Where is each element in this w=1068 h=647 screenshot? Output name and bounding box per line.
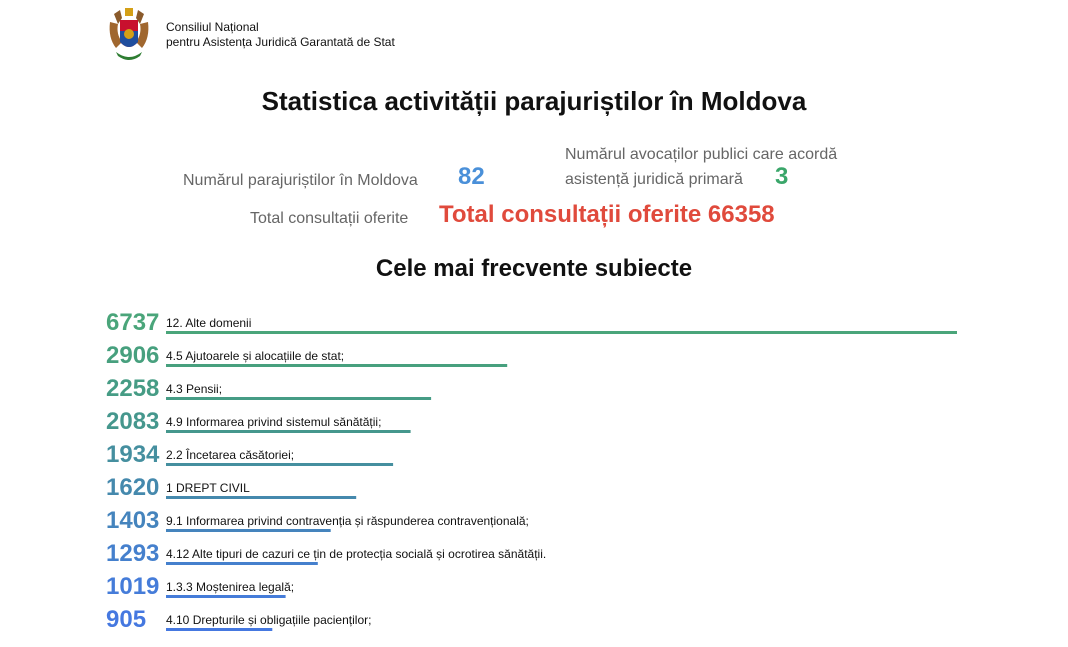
bar [166, 463, 393, 466]
bar-value: 1019 [106, 573, 160, 600]
bar-label: 1.3.3 Moștenirea legală; [166, 580, 295, 594]
org-name-line2: pentru Asistența Juridică Garantată de Stat [166, 35, 395, 49]
bar-label: 4.9 Informarea privind sistemul sănătății; [166, 415, 382, 429]
bar-value: 2258 [106, 375, 160, 402]
bar [166, 562, 318, 565]
bar-value: 1934 [106, 441, 160, 468]
page-title: Statistica activității parajuriștilor în Moldova [261, 86, 807, 116]
chart-title: Cele mai frecvente subiecte [375, 255, 693, 282]
bar-label: 9.1 Informarea privind contravenția și răspunderea contravențională; [166, 514, 529, 528]
bar-value: 905 [106, 606, 147, 633]
paralegals-label: Numărul parajuriștilor în Moldova [183, 172, 418, 189]
bar [166, 529, 331, 532]
bar [166, 397, 431, 400]
bar [166, 364, 507, 367]
bar-label: 12. Alte domenii [166, 316, 252, 330]
bar-label: 4.3 Pensii; [166, 382, 223, 396]
total-consultations: Total consultații oferite 66358 [439, 201, 775, 228]
lawyers-label-line2: asistență juridică primară [565, 171, 743, 188]
bar-value: 1403 [106, 507, 160, 534]
bar-value: 1293 [106, 540, 160, 567]
moldova-emblem-icon [106, 8, 152, 64]
bar-label: 1 DREPT CIVIL [166, 481, 250, 495]
bar [166, 595, 286, 598]
bar-label: 2.2 Încetarea căsătoriei; [166, 448, 295, 462]
bar-value: 1620 [106, 474, 160, 501]
bar [166, 430, 411, 433]
bar-chart [0, 300, 1068, 640]
bar-label: 4.12 Alte tipuri de cazuri ce țin de protecția socială și ocrotirea sănătății. [166, 547, 547, 561]
lawyers-value: 3 [775, 163, 789, 190]
bar [166, 628, 272, 631]
bar-label: 4.5 Ajutoarele și alocațiile de stat; [166, 349, 345, 363]
total-label: Total consultații oferite [250, 210, 409, 227]
org-name-line1: Consiliul Național [166, 20, 259, 34]
paralegals-value: 82 [458, 163, 485, 190]
bar-value: 2083 [106, 408, 160, 435]
bar-value: 2906 [106, 342, 160, 369]
lawyers-label-line1: Numărul avocaților publici care acordă [565, 146, 838, 163]
bar-label: 4.10 Drepturile și obligațiile pacienților; [166, 613, 372, 627]
bar-value: 6737 [106, 309, 160, 336]
bar [166, 496, 356, 499]
bar [166, 331, 957, 334]
header [106, 8, 395, 64]
